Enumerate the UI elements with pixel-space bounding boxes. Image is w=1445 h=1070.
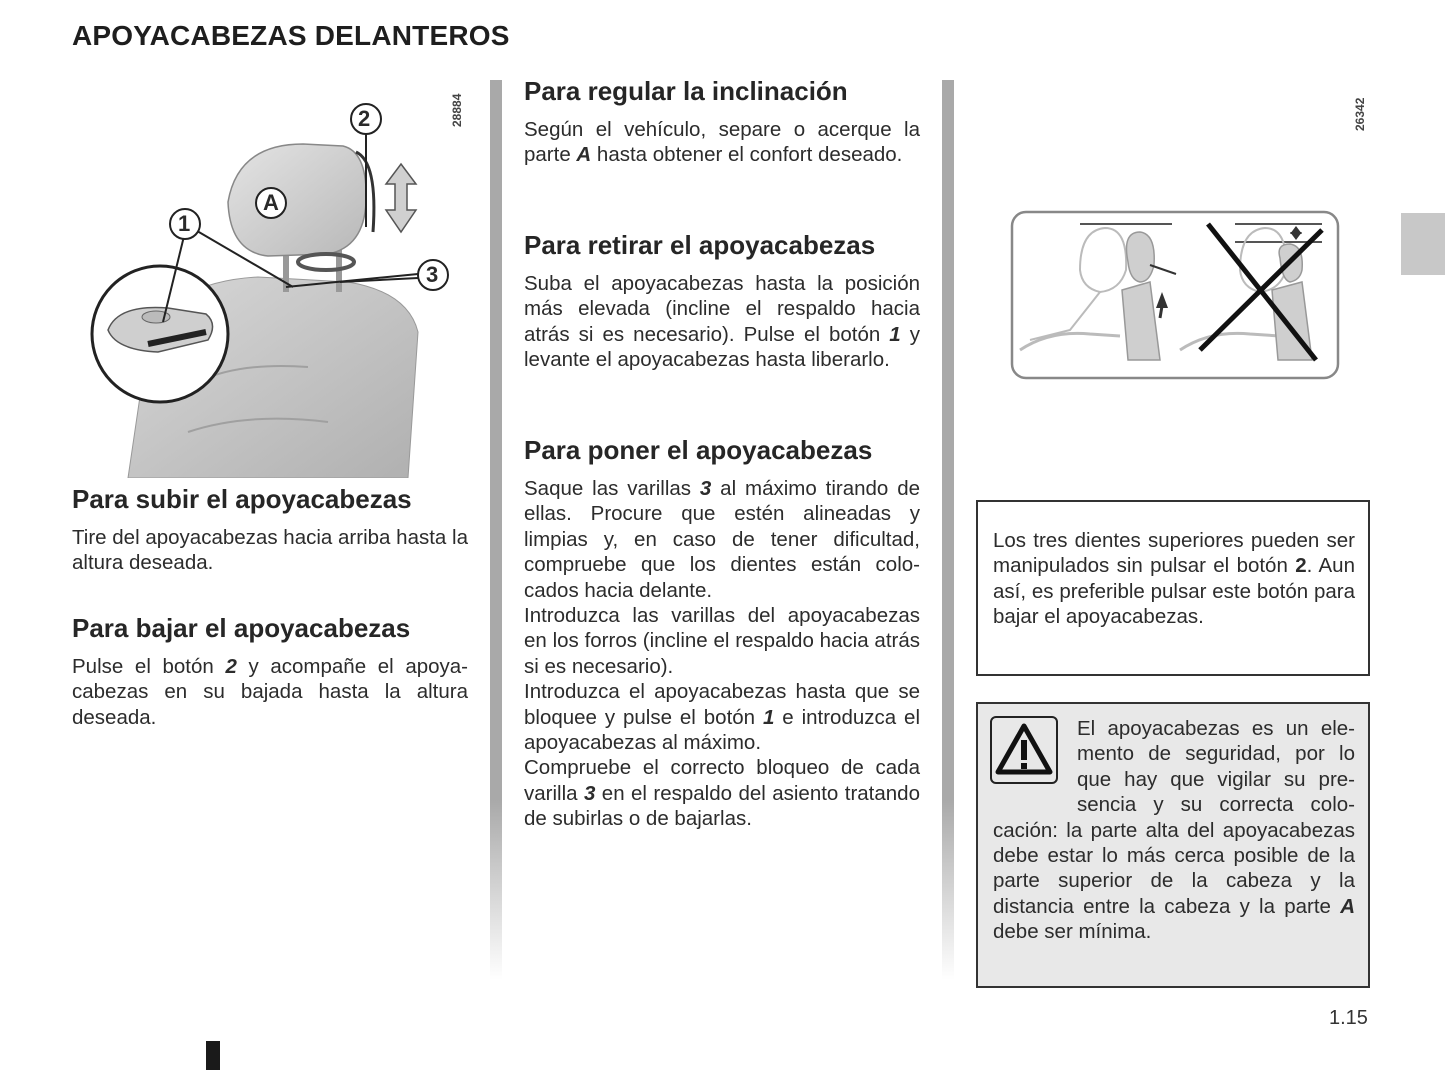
label-1: 1	[178, 211, 191, 236]
text-remove: Suba el apoyacabezas hasta la posición más elevada (incline el respaldo hacia atrás si es necesario). Pulse el botón 1 y levante el apoyacabezas hasta liberarlo.	[524, 272, 920, 372]
col2-section-tilt	[524, 76, 920, 168]
col1-section-raise	[72, 484, 468, 576]
col1-section-lower	[72, 613, 468, 730]
heading-tilt: Para regular la inclinación	[524, 76, 848, 106]
col2-section-remove	[524, 230, 920, 373]
warning-box	[976, 702, 1370, 988]
posture-drawing	[1010, 210, 1340, 380]
note-box	[976, 500, 1370, 676]
heading-remove: Para retirar el apoyacabezas	[524, 230, 876, 260]
label-a: A	[263, 190, 279, 215]
headrest-drawing	[88, 82, 468, 478]
note-text: Los tres dientes superiores pueden ser manipulados sin pulsar el botón 2. Aun así, es preferible pulsar este botón para bajar el apoyacabezas.	[993, 529, 1355, 629]
text-install-3: Introduzca el apoyacabezas hasta que se bloquee y pulse el botón 1 e introduzca el apoyacabezas al máximo.	[524, 680, 921, 755]
text-install-4: Compruebe el correcto bloqueo de cada varilla 3 en el respaldo del asiento tratando de subirlas o de bajarlas.	[524, 756, 920, 831]
warning-text: El apoyacabezas es un elemento de seguridad, por lo que hay que vigilar su presencia y su correcta colocación: la parte alta del apoyacabezas debe estar lo más cerca posible de la parte superior de la cabeza y la distancia entre la cabeza y la parte A debe ser mínima.	[993, 717, 1355, 944]
footer-mark	[206, 1041, 220, 1070]
col2-section-install	[524, 435, 920, 832]
section-tab	[1401, 213, 1445, 275]
heading-lower: Para bajar el apoyacabezas	[72, 613, 411, 643]
column-separator-right	[942, 80, 954, 980]
headrest-illustration	[88, 82, 468, 478]
text-tilt: Según el vehículo, separe o acerque la parte A hasta obtener el confort deseado.	[524, 118, 920, 167]
figure-ref-right: 26342	[1353, 97, 1367, 131]
posture-illustration	[1010, 210, 1340, 380]
text-lower: Pulse el botón 2 y acompañe el apoyacabezas en su bajada hasta la altura deseada.	[72, 655, 468, 729]
text-install-1: Saque las varillas 3 al máximo tirando de ellas. Procure que estén alineadas y limpias y, en caso de tener dificultad, compruebe que los dientes están colocados hacia delante.	[524, 477, 920, 602]
column-separator-left	[490, 80, 502, 980]
text-raise: Tire del apoyacabezas hacia arriba hasta la altura deseada.	[72, 526, 468, 575]
heading-raise: Para subir el apoyacabezas	[72, 484, 412, 514]
label-3: 3	[426, 262, 439, 287]
heading-install: Para poner el apoyacabezas	[524, 435, 873, 465]
page-number: 1.15	[1329, 1007, 1368, 1029]
text-install-2: Introduzca las varillas del apoyacabezas en los forros (incline el respaldo hacia atrás si es necesario).	[524, 604, 920, 678]
label-2: 2	[358, 106, 371, 131]
page-title: APOYACABEZAS DELANTEROS	[72, 20, 510, 51]
figure-ref-left: 28884	[450, 93, 464, 127]
